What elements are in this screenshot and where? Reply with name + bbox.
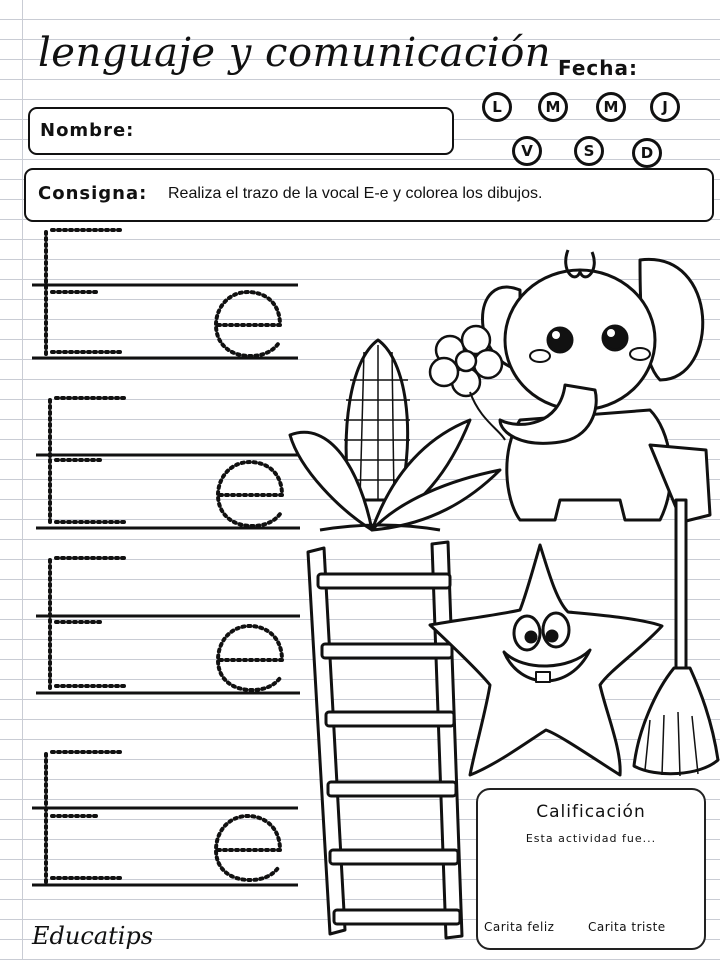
day-viernes[interactable]: V xyxy=(512,136,542,166)
day-domingo[interactable]: D xyxy=(632,138,662,168)
sad-face-label: Carita triste xyxy=(588,920,666,934)
worksheet-title: lenguaje y comunicación xyxy=(38,30,552,76)
instruction-label: Consigna: xyxy=(38,183,148,204)
tracing-row-3[interactable] xyxy=(36,558,300,693)
day-jueves[interactable]: J xyxy=(650,92,680,122)
tracing-row-1[interactable] xyxy=(32,230,298,358)
day-miercoles[interactable]: M xyxy=(596,92,626,122)
tracing-row-4[interactable] xyxy=(32,752,298,885)
name-label: Nombre: xyxy=(40,120,135,141)
brand-logo: Educatips xyxy=(32,922,154,950)
day-sabado[interactable]: S xyxy=(574,136,604,166)
date-label: Fecha: xyxy=(558,56,639,80)
grade-box xyxy=(476,788,706,950)
day-lunes[interactable]: L xyxy=(482,92,512,122)
grade-subtitle: Esta actividad fue... xyxy=(525,832,657,845)
ladder-picture[interactable] xyxy=(308,542,462,938)
star-picture[interactable] xyxy=(430,545,662,775)
instruction-text: Realiza el trazo de la vocal E-e y colorea los dibujos. xyxy=(168,185,543,202)
happy-face-label: Carita feliz xyxy=(484,920,555,934)
day-martes[interactable]: M xyxy=(538,92,568,122)
tracing-row-2[interactable] xyxy=(36,398,300,528)
grade-title: Calificación xyxy=(536,802,646,822)
